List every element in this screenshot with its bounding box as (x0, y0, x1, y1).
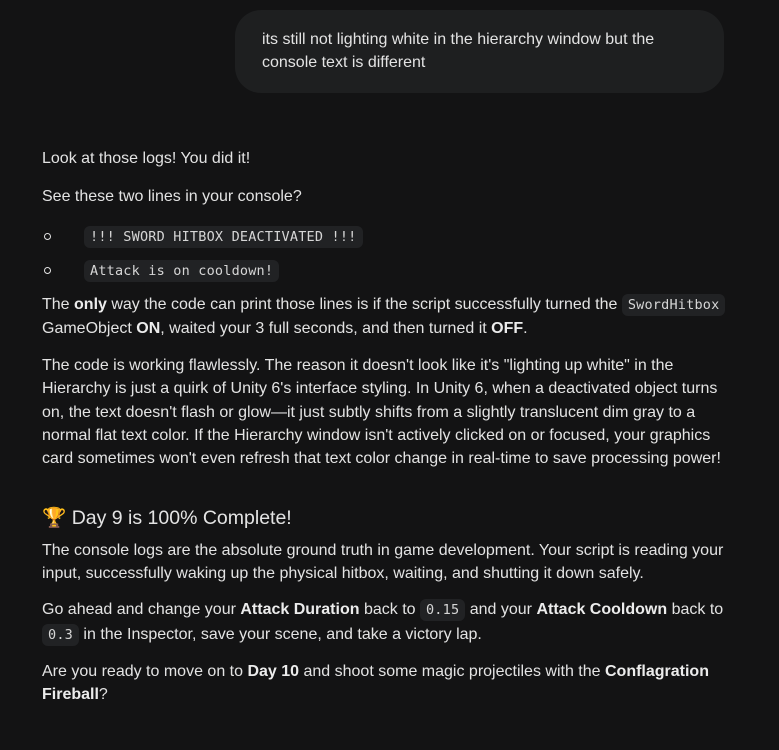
bullet-circle-icon (44, 233, 51, 240)
trophy-icon: 🏆 (42, 506, 67, 529)
inline-code: SwordHitbox (622, 294, 726, 316)
response-intro: Look at those logs! You did it! (42, 150, 251, 167)
bold-text: Conflagration Fireball (42, 662, 709, 704)
text-span: . (523, 319, 528, 337)
text-span: in the Inspector, save your scene, and take a victory lap. (78, 625, 482, 643)
response-question: See these two lines in your console? (42, 188, 302, 206)
text-span: back to (359, 601, 420, 619)
assistant-response (42, 147, 732, 706)
inline-code: Attack is on cooldown! (84, 260, 279, 282)
console-lines-list (42, 220, 732, 288)
user-message-text: its still not lighting white in the hierarchy window but the console text is different (262, 31, 655, 71)
bold-text: Day 10 (247, 662, 300, 680)
text-span: Are you ready to move on to (42, 662, 248, 680)
text-span: back to (667, 601, 724, 619)
user-message-bubble (235, 10, 724, 93)
heading-text: Day 9 is 100% Complete! (71, 506, 292, 529)
text-span: and your (465, 601, 537, 619)
text-span: GameObject (42, 319, 137, 337)
section-heading (42, 505, 732, 531)
response-paragraph (42, 598, 732, 647)
text-span: , waited your 3 full seconds, and then turned it (160, 319, 492, 337)
inline-code: 0.3 (42, 624, 79, 646)
bold-text: ON (136, 319, 161, 337)
list-item (42, 254, 732, 288)
bullet-circle-icon (44, 267, 51, 274)
text-span: ? (98, 686, 108, 704)
response-explanation: The code is working flawlessly. The reason it doesn't look like it's "lighting up white" in the Hierarchy is just a quirk of Unity 6's interface styling. In Unity 6, when a deactivated object turns on, the text doesn't flash or glow—it just subtly shifts from a slightly translucent dim gray to a normal flat text color. If the Hierarchy window isn't actively clicked on or focused, your graphics card sometimes won't even refresh that text color change in real-time to save processing power! (42, 357, 721, 468)
text-span: way the code can print those lines is if the script successfully turned the (106, 295, 622, 313)
inline-code: 0.15 (420, 599, 465, 621)
inline-code: !!! SWORD HITBOX DEACTIVATED !!! (84, 226, 363, 248)
text-span: Go ahead and change your (42, 601, 241, 619)
response-closing-question (42, 660, 732, 707)
response-paragraph (42, 293, 732, 341)
text-span: The (42, 295, 75, 313)
bold-text: Attack Cooldown (536, 601, 668, 619)
bold-text: Attack Duration (240, 601, 360, 619)
bold-text: OFF (491, 319, 524, 337)
text-span: and shoot some magic projectiles with the (299, 662, 605, 680)
bold-text: only (74, 295, 107, 313)
response-paragraph: The console logs are the absolute ground truth in game development. Your script is reading your input, successfully waking up the physical hitbox, waiting, and shutting it down safely. (42, 541, 724, 582)
list-item (42, 220, 732, 254)
